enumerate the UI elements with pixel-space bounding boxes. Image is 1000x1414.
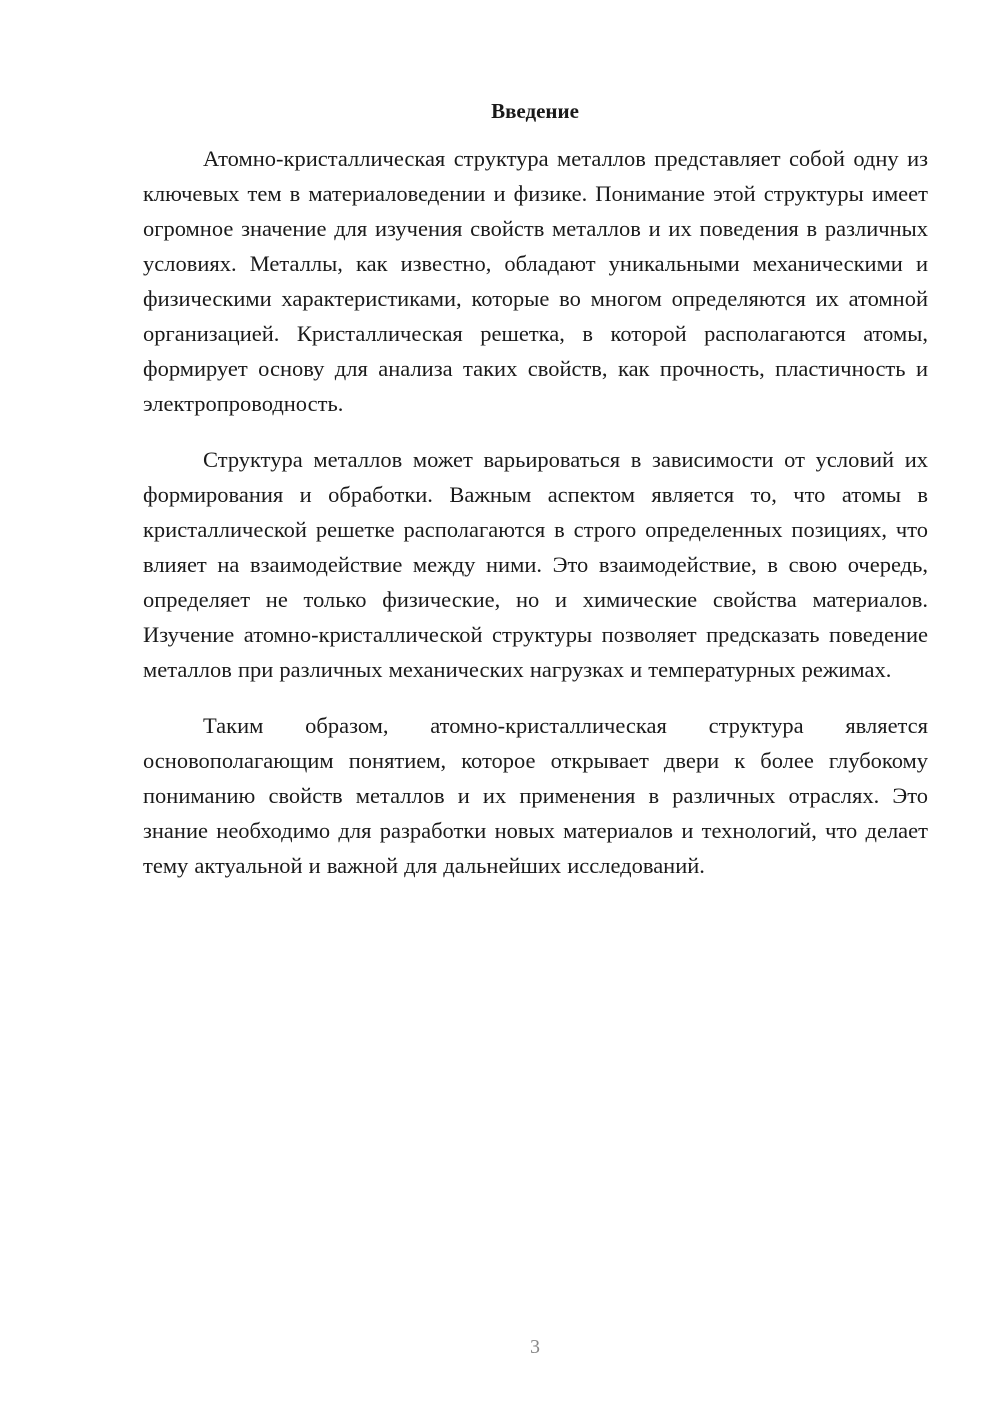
paragraph-1: Атомно-кристаллическая структура металлов представляет собой одну из ключевых тем в материаловедении и физике. Понимание этой структуры имеет огромное значение для изучения свойств металлов и их поведения в различных условиях. Металлы, как известно, обладают уникальными механическими и физическими характеристиками, которые во многом определяются их атомной организацией. Кристаллическая решетка, в которой располагаются атомы, формирует основу для анализа таких свойств, как прочность, пластичность и электропроводность.: [143, 146, 928, 416]
paragraph-3: Таким образом, атомно-кристаллическая структура является основополагающим понятием, которое открывает двери к более глубокому пониманию свойств металлов и их применения в различных отраслях. Это знание необходимо для разработки новых материалов и технологий, что делает тему актуальной и важной для дальнейших исследований.: [143, 713, 928, 878]
page-number: 3: [530, 1336, 540, 1358]
document-body: [143, 141, 928, 883]
page-title: Введение: [491, 99, 579, 123]
paragraph-2: Структура металлов может варьироваться в зависимости от условий их формирования и обработки. Важным аспектом является то, что атомы в кристаллической решетке располагаются в строго определенных позициях, что влияет на взаимодействие между ними. Это взаимодействие, в свою очередь, определяет не только физические, но и химические свойства материалов. Изучение атомно-кристаллической структуры позволяет предсказать поведение металлов при различных механических нагрузках и температурных режимах.: [143, 447, 928, 682]
